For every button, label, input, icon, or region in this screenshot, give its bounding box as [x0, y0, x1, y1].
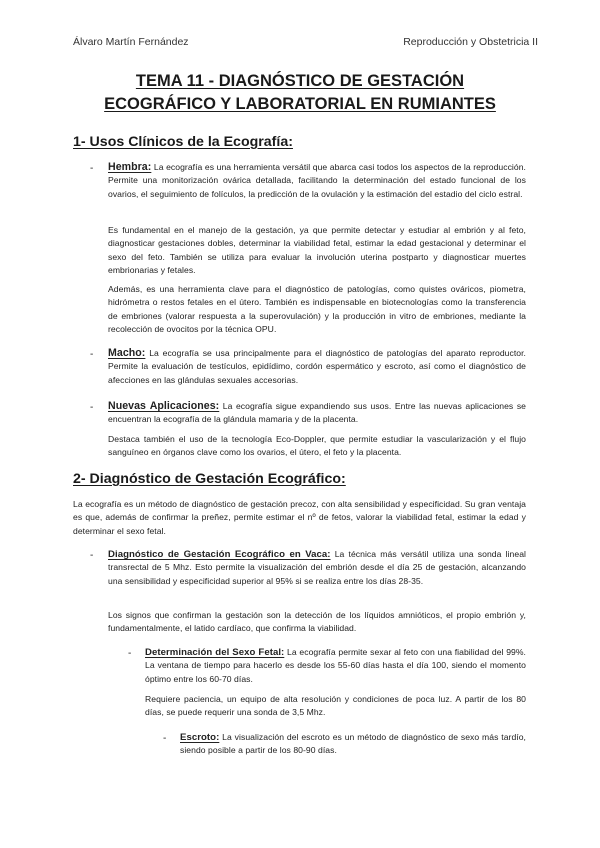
bullet-vaca: - — [90, 550, 94, 561]
bullet-macho: - — [90, 349, 94, 360]
section-2-intro: La ecografía es un método de diagnóstico de gestación precoz, con alta sensibilidad y especificidad. Su gran ventaja es que, además de confirmar la preñez, permite estimar el nº de fetos, valorar la viabilidad fetal, estimar la edad y determinar el sexo fetal. — [73, 499, 526, 536]
vaca-label: Diagnóstico de Gestación Ecográfico en Vaca: — [108, 549, 331, 560]
vaca-paragraph-2: Los signos que confirman la gestación son la detección de los líquidos amnióticos, el propio embrión y, fundamentalmente, el latido cardíaco, que confirma la viabilidad. — [108, 610, 526, 634]
hembra-paragraph-3: Además, es una herramienta clave para el diagnóstico de patologías, como quistes ováricos, piometra, hidrómetra o restos fetales en el útero. También es indispensable en biotecnologías como la transferencia de embriones (valorar respuesta a la superovulación) y la producción in vitro de embriones, mediante la recolección de ovocitos por la técnica OPU. — [108, 284, 526, 335]
hembra-paragraph-2: Es fundamental en el manejo de la gestación, ya que permite detectar y estudiar al embrión y al feto, diagnosticar gestaciones dobles, determinar la viabilidad fetal, estimar la edad gestacional y determinar el sexo del feto. También se utiliza para evaluar la involución uterina postparto y diagnosticar muertes embrionarias y fetales. — [108, 225, 526, 276]
title-line-1: TEMA 11 - DIAGNÓSTICO DE GESTACIÓN — [135, 72, 465, 90]
document-title — [60, 70, 540, 116]
section-1-heading: 1- Usos Clínicos de la Ecografía: — [73, 134, 293, 150]
macho-text: La ecografía se usa principalmente para el diagnóstico de patologías del aparato reproductor. Permite la evaluación de testículos, epidídimo, cordón espermático y escroto, así como el diagnóstico de afecciones en las glándulas sexuales accesorias. — [108, 348, 526, 385]
section-2-heading: 2- Diagnóstico de Gestación Ecográfico: — [73, 471, 346, 487]
sexo-paragraph-1 — [145, 646, 526, 686]
sexo-label: Determinación del Sexo Fetal: — [145, 647, 285, 658]
header-subject: Reproducción y Obstetricia II — [403, 36, 538, 48]
hembra-text-1: La ecografía es una herramienta versátil que abarca casi todos los aspectos de la reproducción. Permite una monitorización ovárica detallada, facilitando la determinación del estado funcional de los ovarios, el seguimiento de folículos, la predicción de la ovulación y la estimación del estadio del ciclo estral. — [108, 162, 526, 199]
macho-paragraph — [108, 347, 526, 387]
sexo-paragraph-2: Requiere paciencia, un equipo de alta resolución y condiciones de poca luz. A partir de los 80 días, se puede requerir una sonda de 3,5 Mhz. — [145, 694, 526, 718]
title-line-2: ECOGRÁFICO Y LABORATORIAL EN RUMIANTES — [104, 95, 496, 113]
escroto-paragraph — [180, 731, 526, 758]
vaca-paragraph-1 — [108, 548, 526, 588]
nuevas-paragraph-1 — [108, 400, 526, 427]
nuevas-text-1: La ecografía sigue expandiendo sus usos. Entre las nuevas aplicaciones se encuentran la ecografía de la glándula mamaria y de la placenta. — [108, 401, 526, 425]
hembra-paragraph-1 — [108, 161, 526, 201]
bullet-sexo: - — [128, 648, 132, 659]
bullet-nuevas: - — [90, 402, 94, 413]
hembra-label: Hembra: — [108, 161, 152, 173]
macho-label: Macho: — [108, 347, 146, 359]
nuevas-label: Nuevas Aplicaciones: — [108, 400, 220, 412]
nuevas-paragraph-2: Destaca también el uso de la tecnología Eco-Doppler, que permite estudiar la vascularización y el flujo sanguíneo en órganos clave como los ovarios, el útero, el feto y la placenta. — [108, 434, 526, 458]
header-author: Álvaro Martín Fernández — [73, 36, 189, 48]
vaca-text-1: La técnica más versátil utiliza una sonda lineal transrectal de 5 Mhz. Esto permite la visualización del embrión desde el día 25 de gestación, alcanzando una sensibilidad y especificidad superior al 95% si se realiza entre los días 28-35. — [108, 549, 526, 586]
bullet-hembra: - — [90, 163, 94, 174]
escroto-label: Escroto: — [180, 732, 220, 743]
bullet-escroto: - — [163, 733, 167, 744]
escroto-text: La visualización del escroto es un método de diagnóstico de sexo más tardío, siendo posible a partir de los 80-90 días. — [180, 732, 526, 756]
sexo-text-1: La ecografía permite sexar al feto con una fiabilidad del 99%. La ventana de tiempo para hacerlo es desde los 55-60 días hasta el día 100, siendo el momento óptimo entre los 60-70 días. — [145, 647, 526, 684]
